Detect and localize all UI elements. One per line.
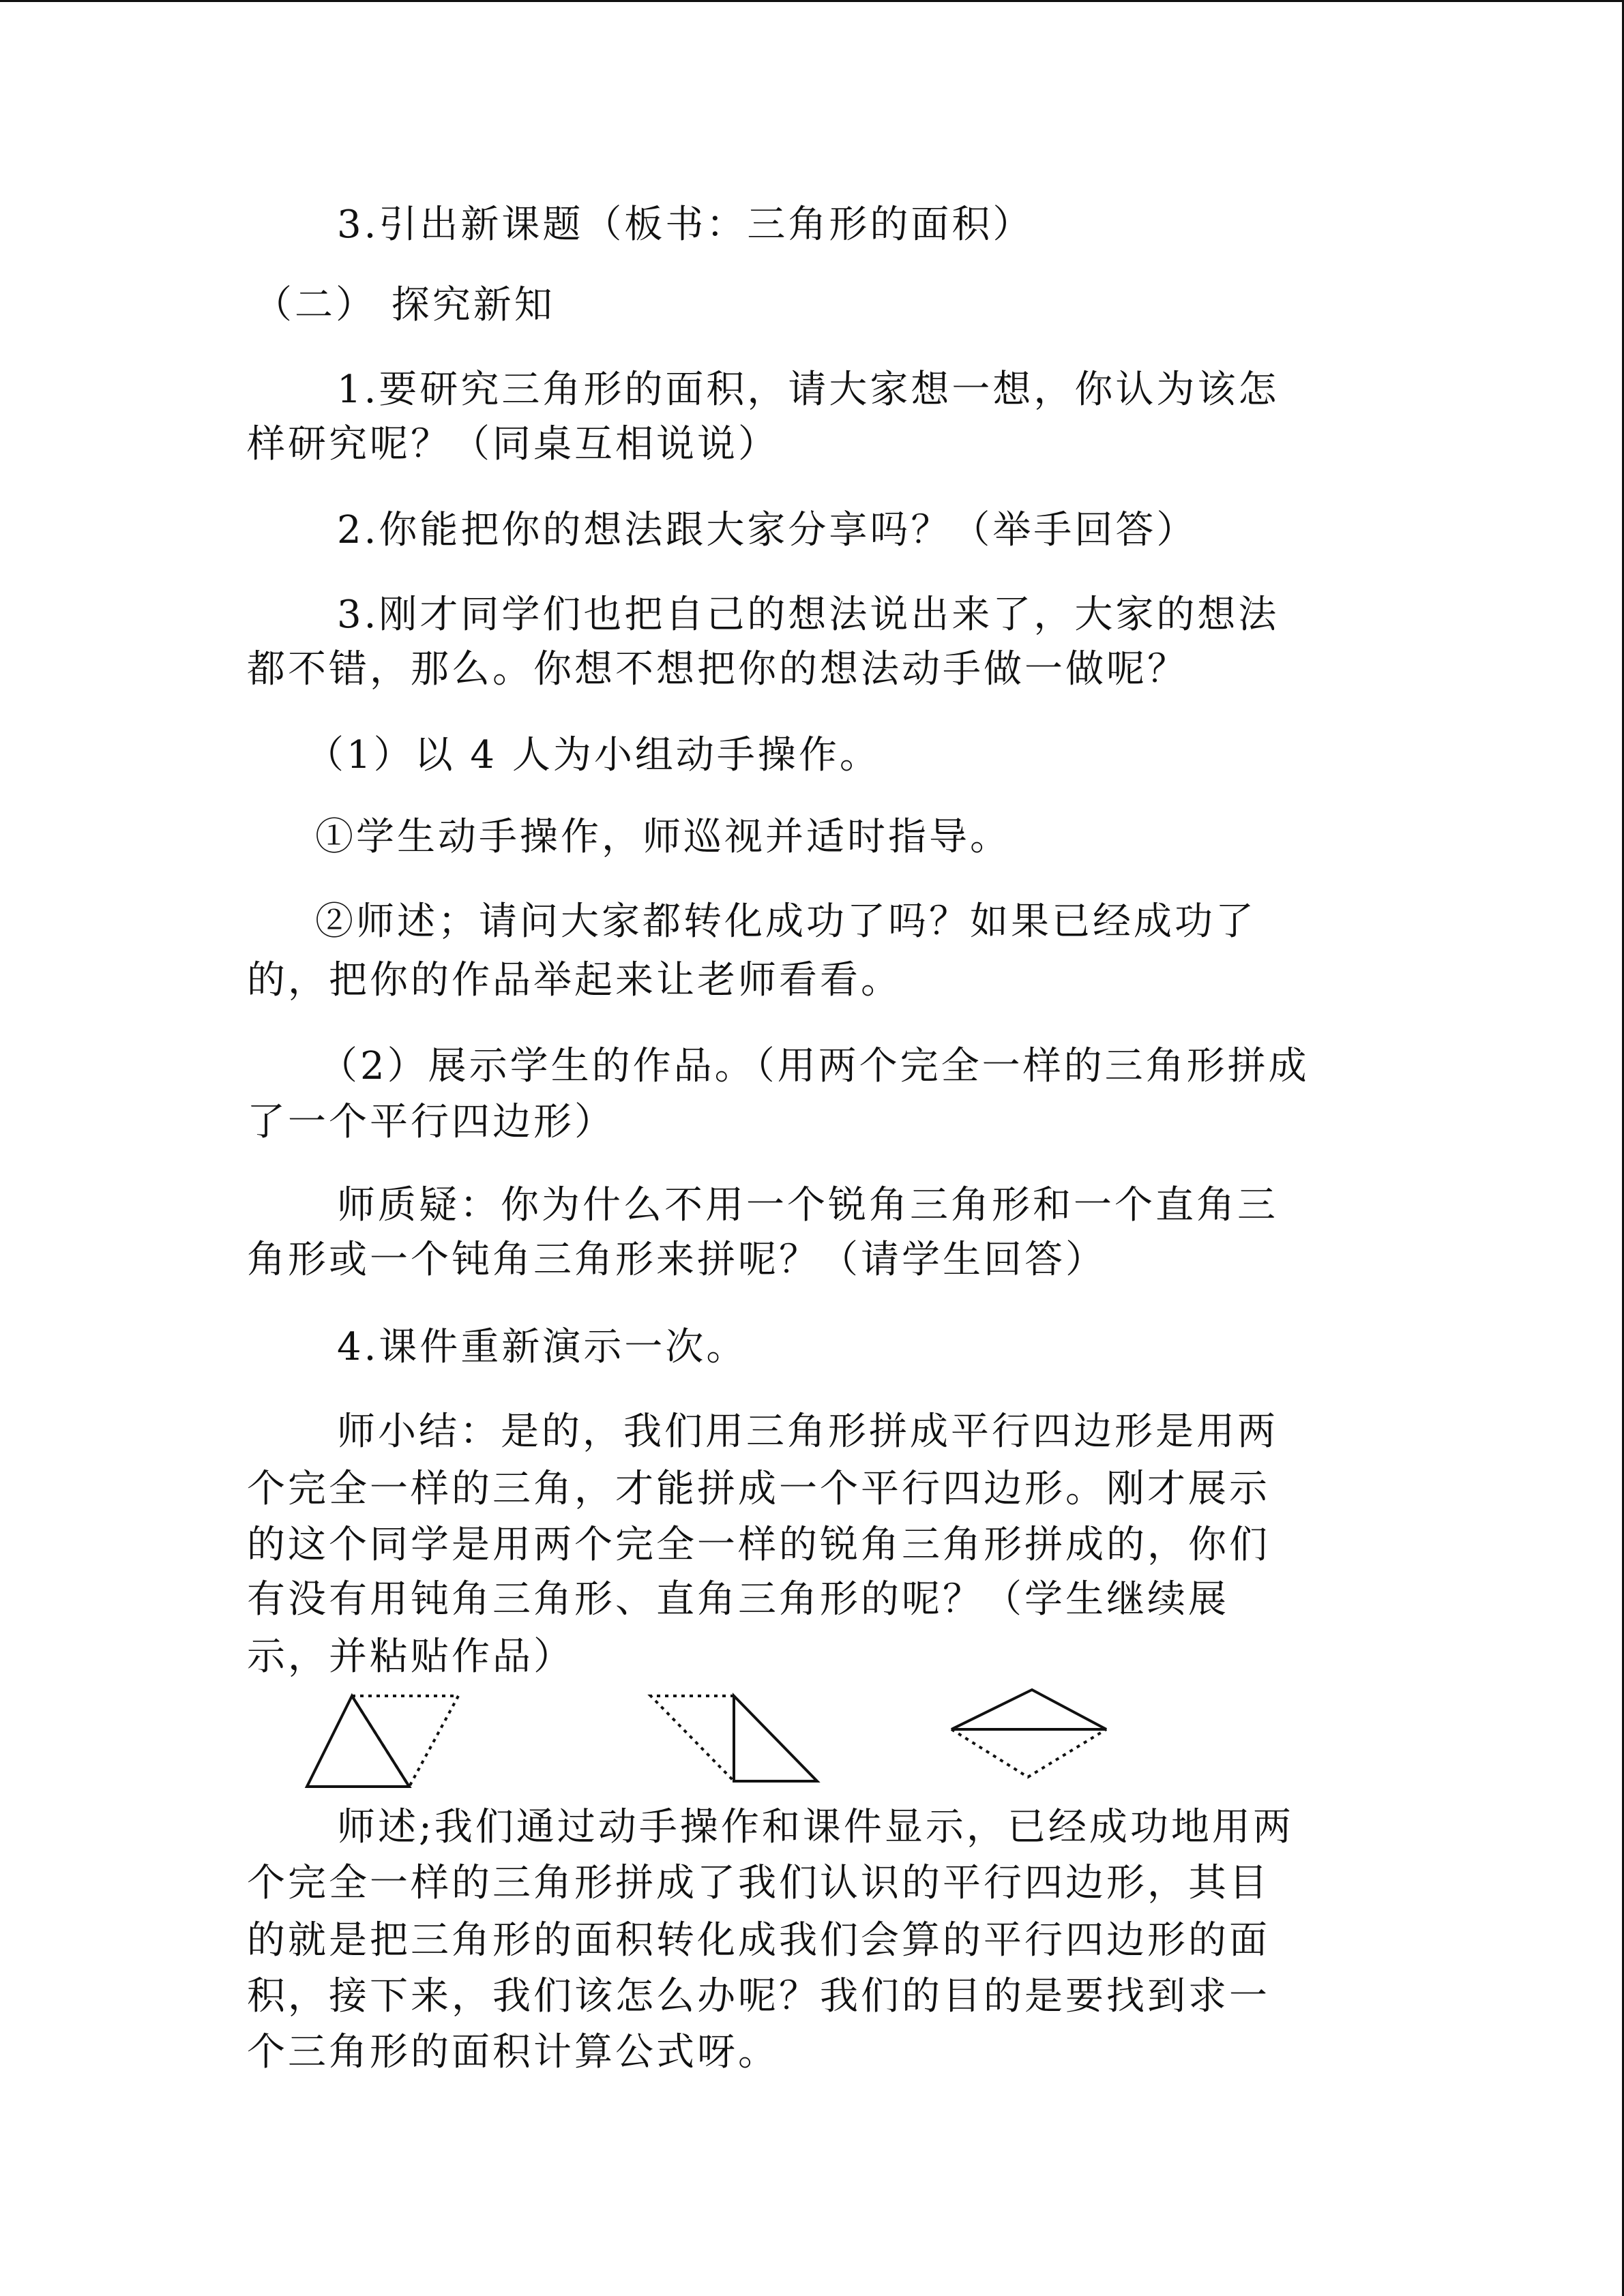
right-triangle-solid (734, 1696, 817, 1781)
text-line: 示，并粘贴作品） (247, 1635, 574, 1679)
text-line: 2.你能把你的想法跟大家分享吗？（举手回答） (337, 508, 1198, 552)
text-line: （2）展示学生的作品。（用两个完全一样的三角形拼成 (319, 1044, 1310, 1088)
text-line: 1.要研究三角形的面积，请大家想一想，你认为该怎 (337, 368, 1280, 412)
text-line: 师述;我们通过动手操作和课件显示，已经成功地用两 (337, 1805, 1294, 1849)
text-line: 的就是把三角形的面积转化成我们会算的平行四边形的面 (247, 1918, 1270, 1963)
text-line: ①学生动手操作，师巡视并适时指导。 (315, 815, 1011, 859)
obtuse-triangle-dotted (951, 1729, 1106, 1777)
right-triangle-dotted (651, 1696, 734, 1781)
acute-triangle-solid (307, 1696, 409, 1787)
text-line: 师小结：是的，我们用三角形拼成平行四边形是用两 (337, 1410, 1278, 1454)
text-line: 的这个同学是用两个完全一样的锐角三角形拼成的，你们 (247, 1523, 1270, 1567)
acute-triangle-pair (307, 1696, 458, 1787)
right-triangle-pair (651, 1696, 817, 1781)
text-line: ②师述；请问大家都转化成功了吗？如果已经成功了 (315, 899, 1256, 944)
text-line: 了一个平行四边形） (247, 1100, 615, 1144)
text-line: 4.课件重新演示一次。 (337, 1325, 748, 1369)
acute-triangle-dotted (352, 1696, 458, 1787)
text-line: 样研究呢？（同桌互相说说） (247, 422, 779, 466)
text-line: 3.引出新课题（板书：三角形的面积） (337, 203, 1034, 247)
text-line: 个三角形的面积计算公式呀。 (247, 2030, 779, 2074)
page-top-border (0, 0, 1624, 2)
text-line: 个完全一样的三角形拼成了我们认识的平行四边形，其目 (247, 1861, 1270, 1905)
triangle-diagrams (286, 1684, 1146, 1800)
text-line: （1）以 4 人为小组动手操作。 (306, 733, 881, 777)
section-heading: （二） 探究新知 (254, 283, 555, 327)
text-line: 师质疑：你为什么不用一个锐角三角形和一个直角三 (337, 1183, 1278, 1227)
text-line: 角形或一个钝角三角形来拼呢？（请学生回答） (247, 1238, 1106, 1282)
text-line: 个完全一样的三角，才能拼成一个平行四边形。刚才展示 (247, 1467, 1270, 1511)
obtuse-triangle-pair (951, 1690, 1106, 1777)
obtuse-triangle-solid (951, 1690, 1106, 1729)
text-line: 的，把你的作品举起来让老师看看。 (247, 958, 902, 1002)
text-line: 有没有用钝角三角形、直角三角形的呢？（学生继续展 (247, 1577, 1229, 1622)
text-line: 积，接下来，我们该怎么办呢？我们的目的是要找到求一 (247, 1974, 1270, 2018)
text-line: 都不错，那么。你想不想把你的想法动手做一做呢？ (247, 647, 1188, 691)
text-line: 3.刚才同学们也把自己的想法说出来了，大家的想法 (337, 593, 1280, 637)
